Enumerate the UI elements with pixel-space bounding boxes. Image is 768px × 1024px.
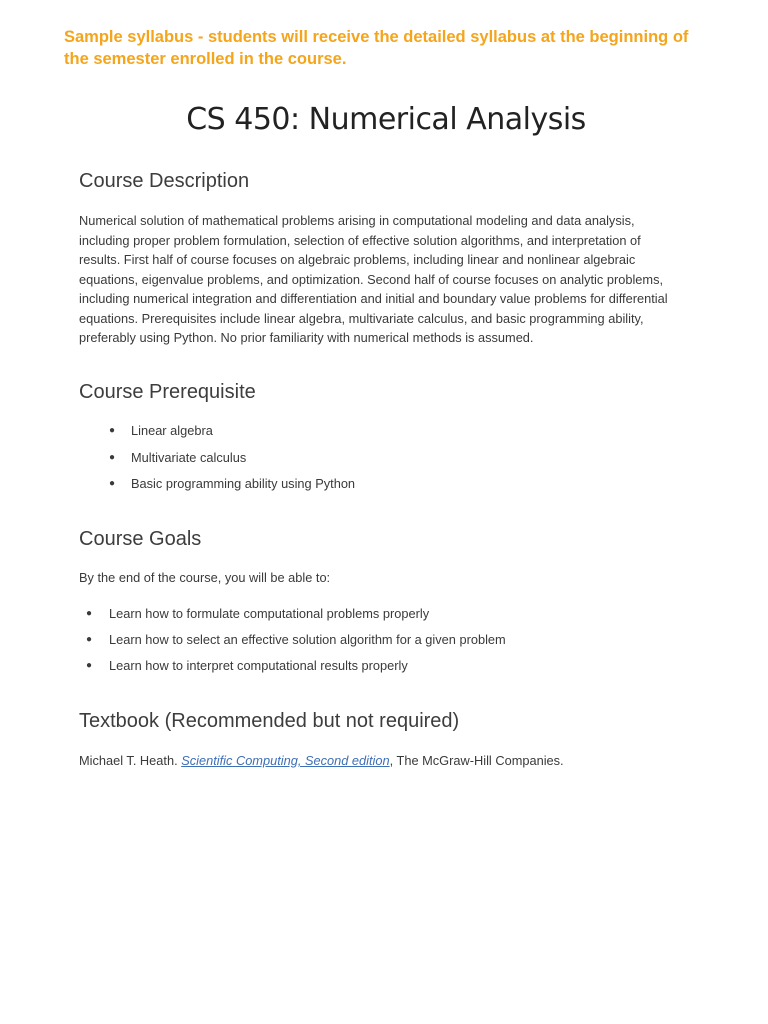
list-item bbox=[79, 632, 506, 648]
goal-item: Learn how to interpret computational results properly bbox=[109, 658, 408, 673]
sample-syllabus-notice bbox=[64, 26, 744, 70]
textbook-heading: Textbook (Recommended but not required) bbox=[79, 710, 460, 732]
course-title: CS 450: Numerical Analysis bbox=[186, 102, 586, 137]
description-line: equations. Prerequisites include linear algebra, multivariate calculus, and basic programming ability, bbox=[79, 310, 644, 326]
course-goals-heading: Course Goals bbox=[79, 528, 202, 550]
course-description-text bbox=[79, 211, 699, 348]
description-line: Numerical solution of mathematical problems arising in computational modeling and data analysis, bbox=[79, 213, 635, 228]
prerequisite-item: Multivariate calculus bbox=[131, 449, 247, 465]
list-item bbox=[79, 606, 506, 622]
course-goals-intro: By the end of the course, you will be able to: bbox=[79, 570, 331, 585]
bullet-icon: ● bbox=[109, 451, 116, 463]
list-item bbox=[79, 450, 355, 466]
bullet-icon: ● bbox=[86, 634, 93, 645]
textbook-author: Michael T. Heath. bbox=[79, 753, 182, 768]
prerequisite-list bbox=[79, 423, 355, 492]
list-item bbox=[79, 423, 355, 439]
bullet-icon: ● bbox=[86, 660, 93, 671]
goals-list bbox=[79, 606, 506, 674]
description-line: preferably using Python. No prior familiarity with numerical methods is assumed. bbox=[79, 330, 534, 345]
bullet-icon: ● bbox=[86, 608, 93, 619]
textbook-link[interactable]: Scientific Computing, Second edition bbox=[181, 753, 390, 768]
notice-line-1: Sample syllabus - students will receive the detailed syllabus at the beginning of bbox=[64, 28, 689, 46]
textbook-citation bbox=[79, 751, 699, 771]
goal-item: Learn how to select an effective solution algorithm for a given problem bbox=[109, 632, 506, 647]
bullet-icon: ● bbox=[109, 478, 116, 489]
notice-line-2: the semester enrolled in the course. bbox=[64, 50, 347, 68]
description-line: equations, eigenvalue problems, and optimization. Second half of course focuses on analytic problems, bbox=[79, 271, 664, 287]
prerequisite-item: Basic programming ability using Python bbox=[131, 476, 356, 491]
description-line: results. First half of course focuses on algebraic problems, including linear and nonlinear algebraic bbox=[79, 252, 636, 267]
bullet-icon: ● bbox=[109, 425, 116, 436]
description-line: including numerical integration and differentiation and initial and boundary value problems for differential bbox=[79, 291, 668, 306]
description-line: including proper problem formulation, selection of effective solution algorithms, and interpretation of bbox=[79, 232, 641, 248]
textbook-publisher: , The McGraw-Hill Companies. bbox=[389, 753, 564, 768]
list-item bbox=[79, 658, 506, 674]
goal-item: Learn how to formulate computational problems properly bbox=[109, 606, 430, 621]
list-item bbox=[79, 476, 355, 492]
prerequisite-item: Linear algebra bbox=[131, 423, 213, 438]
course-prerequisite-heading: Course Prerequisite bbox=[79, 381, 256, 403]
course-description-heading: Course Description bbox=[79, 170, 250, 192]
